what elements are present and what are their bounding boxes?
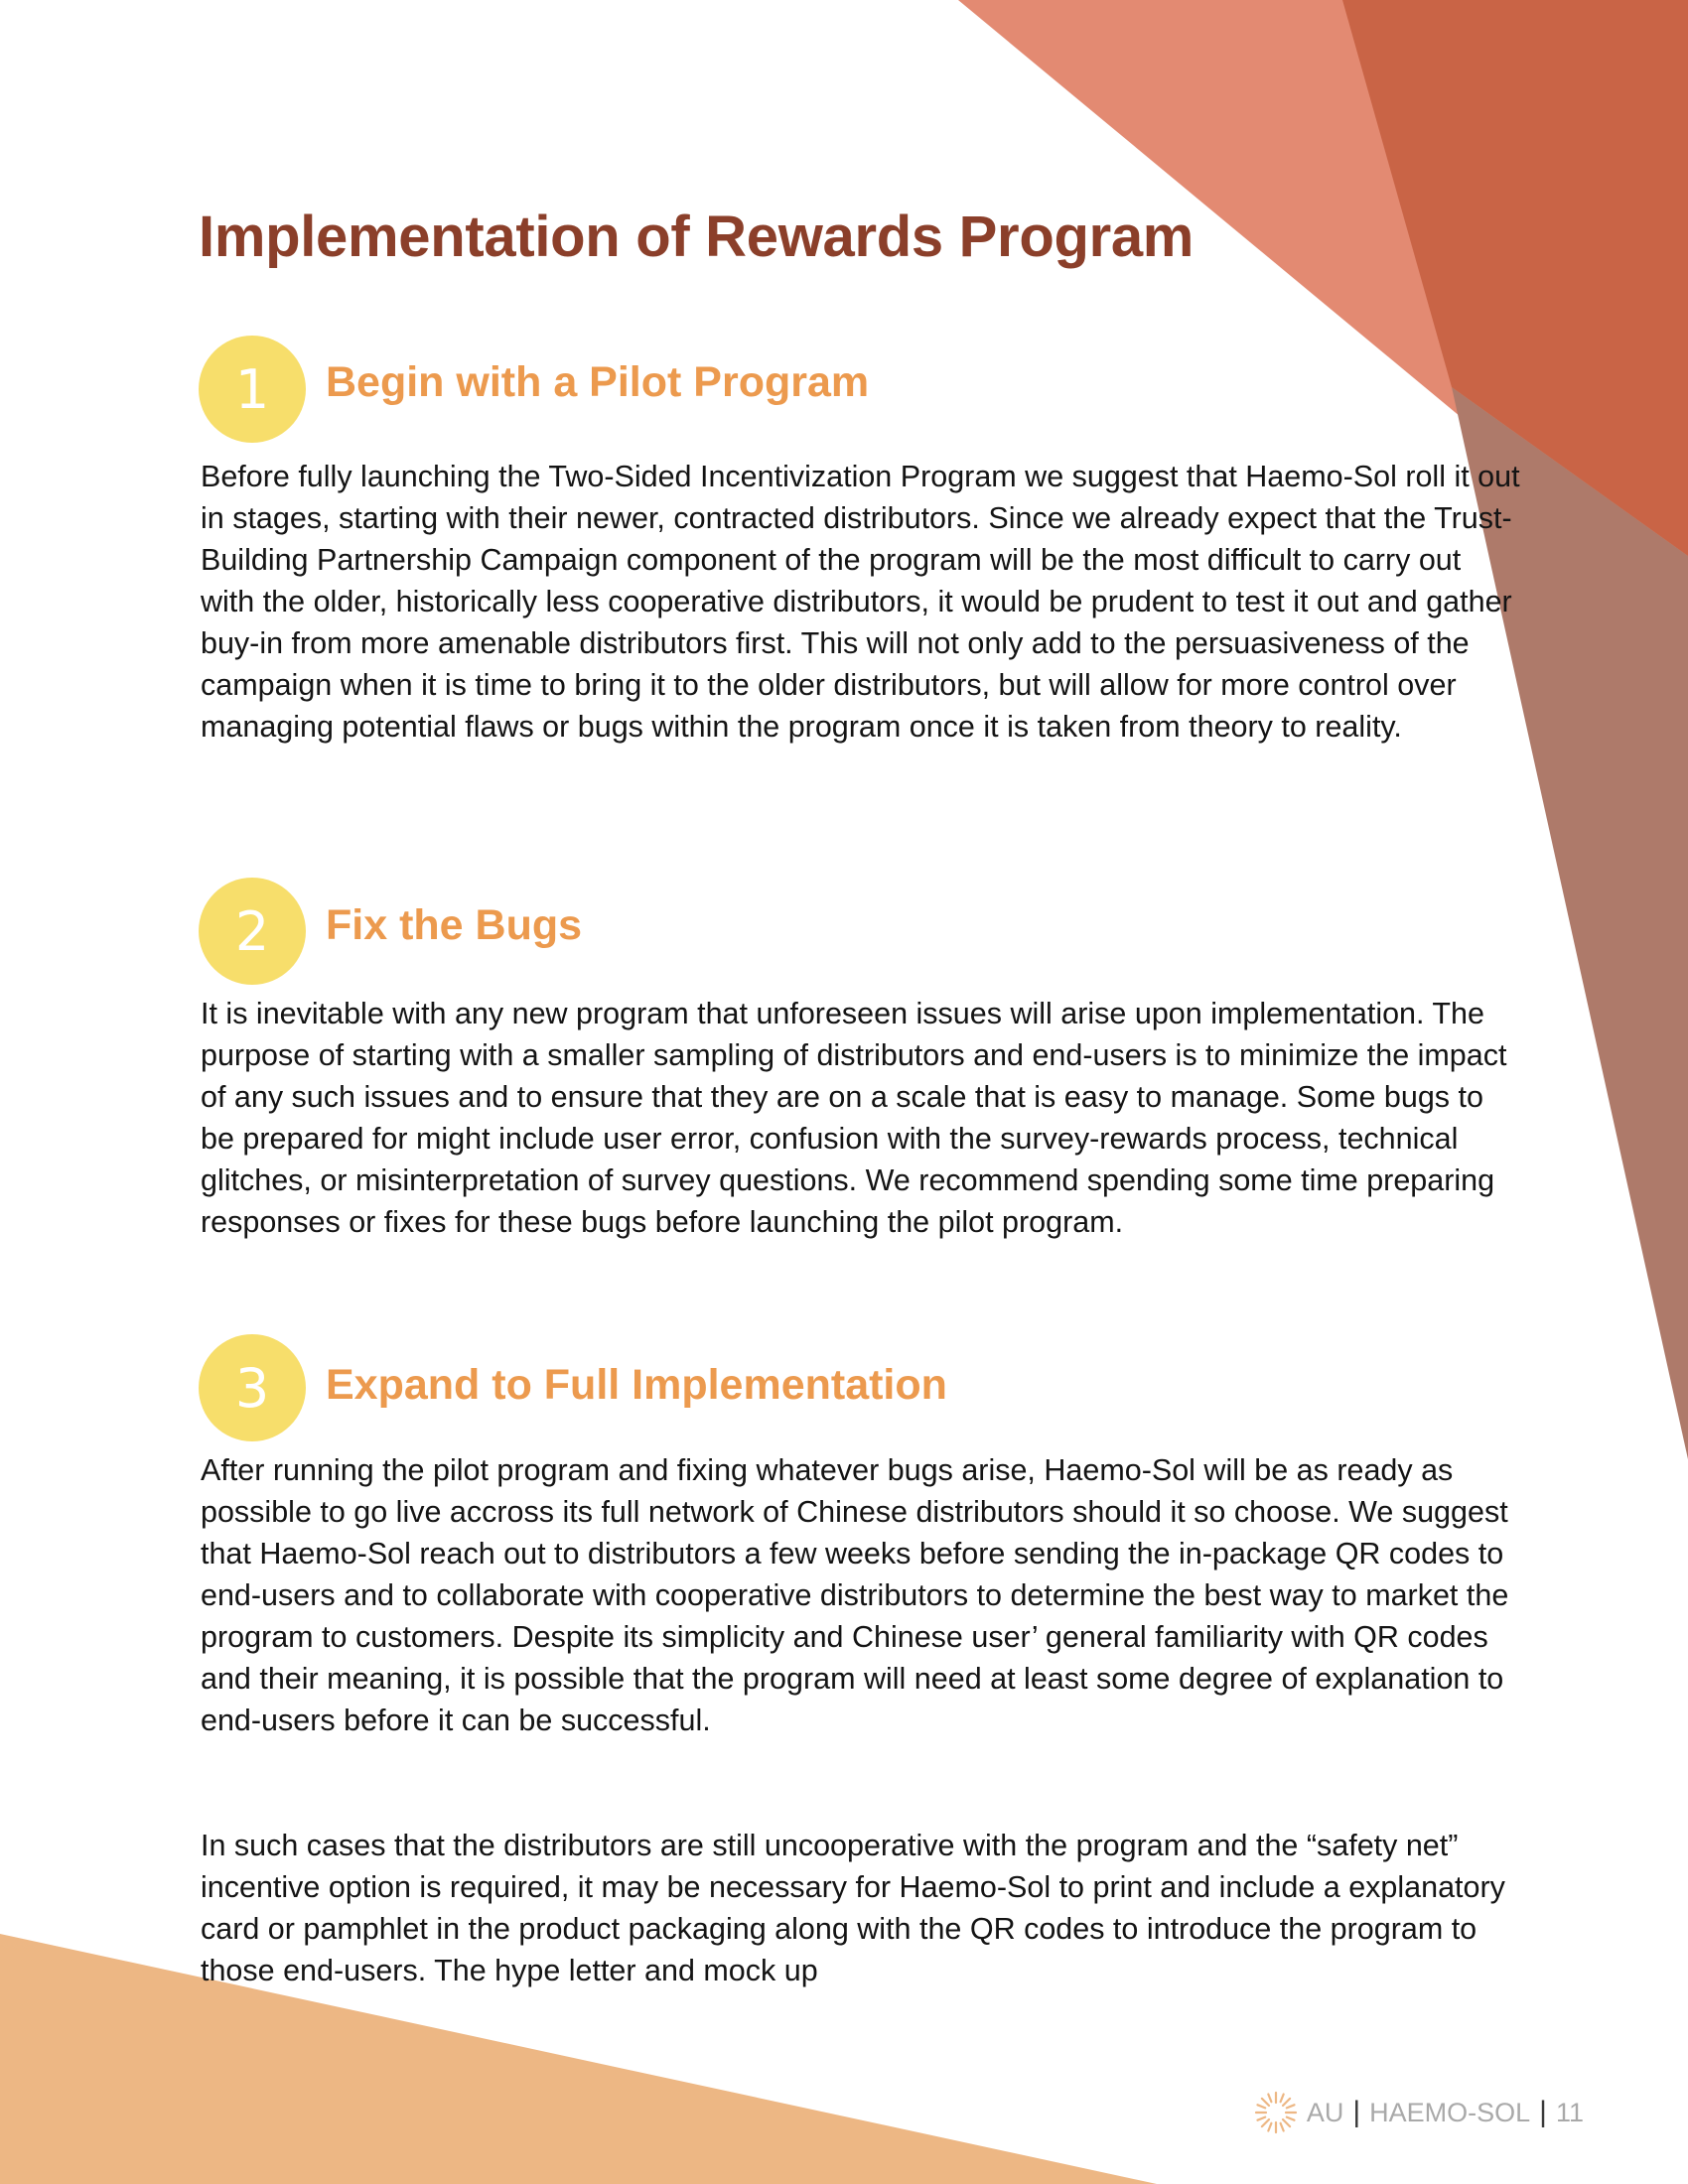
footer-page-number: 11 [1555, 2097, 1584, 2127]
page-title: Implementation of Rewards Program [199, 205, 1195, 269]
step-1-heading: Begin with a Pilot Program [326, 358, 870, 406]
step-2-number-badge: 2 [199, 878, 306, 985]
step-3-paragraph: After running the pilot program and fixing whatever bugs arise, Haemo-Sol will be as ready as possible to go live accross its full network of Chinese distributors should it so choose. We suggest that Haemo-Sol reach out to distributors a few weeks before sending the in-package QR codes to end-users and to collaborate with cooperative distributors to determine the best way to market the program to customers. Despite its simplicity and Chinese user’ general familiarity with QR codes and their meaning, it is possible that the program will need at least some degree of explanation to end-users before it can be successful. [201, 1453, 1509, 1737]
step-3-number-badge: 3 [199, 1334, 306, 1441]
step-2-paragraph: It is inevitable with any new program that unforeseen issues will arise upon implementation. The purpose of starting with a smaller sampling of distributors and end-users is to minimize the impact of any such issues and to ensure that they are on a scale that is easy to manage. Some bugs to be prepared for might include user error, confusion with the survey-rewards process, technical glitches, or misinterpretation of survey questions. We recommend spending some time preparing responses or fixes for these bugs before launching the pilot program. [201, 997, 1507, 1239]
step-1-paragraph: Before fully launching the Two-Sided Incentivization Program we suggest that Haemo-Sol roll it out in stages, starting with their newer, contracted distributors. Since we already expect that the Trust-Building Partnership Campaign component of the program will be the most difficult to carry out with the older, historically less cooperative distributors, it would be prudent to test it out and gather buy-in from more amenable distributors first. This will not only add to the persuasiveness of the campaign when it is time to bring it to the older distributors, but will allow for more control over managing potential flaws or bugs within the program once it is taken from theory to reality. [201, 460, 1520, 744]
step-2-heading: Fix the Bugs [326, 901, 583, 949]
footer-separator: | [1539, 2096, 1547, 2128]
footer-org: AU [1306, 2097, 1344, 2127]
step-3-paragraph-continued: In such cases that the distributors are still uncooperative with the program and the “safety net” incentive option is required, it may be necessary for Haemo-Sol to print and include a explanatory card or pamphlet in the product packaging along with the QR codes to introduce the program to those end-users. The hype letter and mock up [201, 1829, 1505, 1987]
footer-separator: | [1352, 2096, 1361, 2128]
footer-client: HAEMO-SOL [1369, 2097, 1531, 2127]
step-1-number-badge: 1 [199, 336, 306, 443]
sunburst-logo-icon [1253, 2090, 1299, 2135]
page-footer [1253, 2091, 1584, 2134]
step-3-heading: Expand to Full Implementation [326, 1361, 947, 1409]
